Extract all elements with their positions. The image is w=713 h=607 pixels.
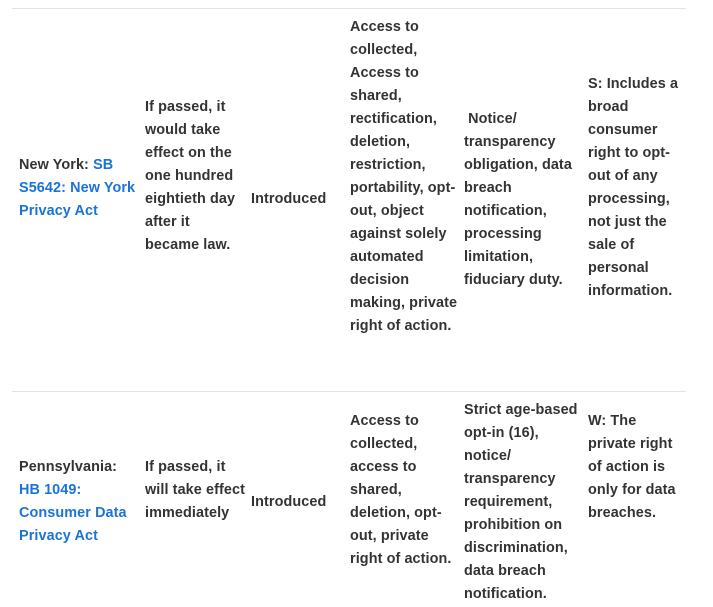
state-label: New York: — [19, 157, 89, 173]
table-cell-consumer-rights: Access to collected, access to shared, deletion, opt-out, private right of action. — [350, 413, 452, 567]
bill-link[interactable]: SB S5642: New York Privacy Act — [19, 157, 136, 219]
table-cell-business-obligations: Notice/ transparency obligation, data breach notification, processing limitation, fiduciary duty. — [464, 111, 577, 288]
table-top-divider — [12, 8, 686, 9]
table-cell-consumer-rights: Access to collected, Access to shared, rectification, deletion, restriction, portability, opt-out, object against solely automated decision making, private right of action. — [350, 19, 458, 334]
table-cell-notes: W: The private right of action is only for data breaches. — [588, 413, 676, 521]
table-cell-state — [19, 154, 139, 223]
row-divider — [12, 391, 686, 392]
table-cell-state — [19, 456, 139, 548]
table-cell-status: Introduced — [251, 191, 327, 207]
table-cell-effective: If passed, it would take effect on the one hundred eightieth day after it became law. — [145, 99, 236, 253]
table-cell-effective: If passed, it will take effect immediately — [145, 459, 245, 521]
state-label: Pennsylvania: — [19, 459, 118, 475]
table-cell-status: Introduced — [251, 494, 327, 510]
bill-link[interactable]: HB 1049: Consumer Data Privacy Act — [19, 482, 127, 544]
table-cell-business-obligations: Strict age-based opt-in (16), notice/ transparency requirement, prohibition on discrimination, data breach notification. — [464, 402, 578, 602]
table-cell-notes: S: Includes a broad consumer right to opt-out of any processing, not just the sale of personal information. — [588, 76, 679, 299]
